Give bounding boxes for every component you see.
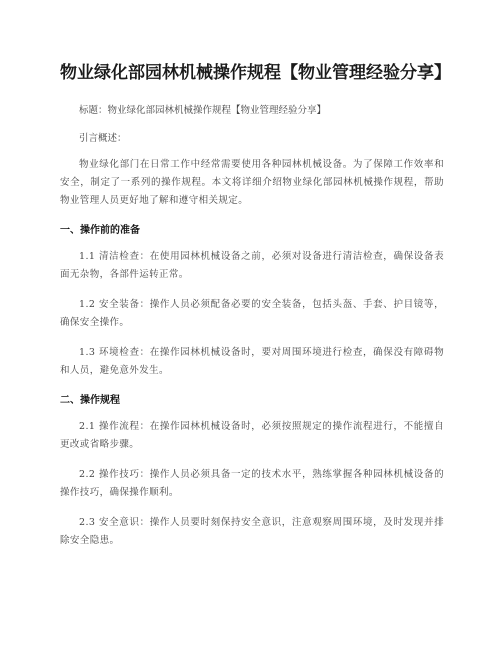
section-item: 1.3 环境检查：在操作园林机械设备时，要对周围环境进行检查，确保没有障碍物和人员，避免意外发生。 xyxy=(60,347,444,376)
intro-paragraph: 物业绿化部门在日常工作中经常需要使用各种园林机械设备。为了保障工作效率和安全，制定了一系列的操作规程。本文将详细介绍物业绿化部园林机械操作规程，帮助物业管理人员更好地了解和遵守相关规定。 xyxy=(60,159,444,206)
section-preparation xyxy=(60,224,444,380)
section-item: 2.2 操作技巧：操作人员必须具备一定的技术水平，熟练掌握各种园林机械设备的操作技巧，确保操作顺利。 xyxy=(60,469,444,498)
meta-intro-label: 引言概述： xyxy=(79,133,127,144)
section-item: 1.1 清洁检查：在使用园林机械设备之前，必须对设备进行清洁检查，确保设备表面无杂物，各部件运转正常。 xyxy=(60,251,444,280)
meta-title-line: 标题：物业绿化部园林机械操作规程【物业管理经验分享】 xyxy=(79,105,327,116)
section-item: 2.1 操作流程：在操作园林机械设备时，必须按照规定的操作流程进行，不能擅自更改或省略步骤。 xyxy=(60,421,444,450)
document-title: 物业绿化部园林机械操作规程【物业管理经验分享】 xyxy=(60,63,451,83)
section-heading: 二、操作规程 xyxy=(60,395,120,406)
section-heading: 一、操作前的准备 xyxy=(60,225,140,236)
section-operation-rules xyxy=(60,394,444,550)
section-item: 2.3 安全意识：操作人员要时刻保持安全意识，注意观察周围环境，及时发现并排除安全隐患。 xyxy=(60,517,444,546)
section-item: 1.2 安全装备：操作人员必须配备必要的安全装备，包括头盔、手套、护目镜等，确保安全操作。 xyxy=(60,299,444,328)
